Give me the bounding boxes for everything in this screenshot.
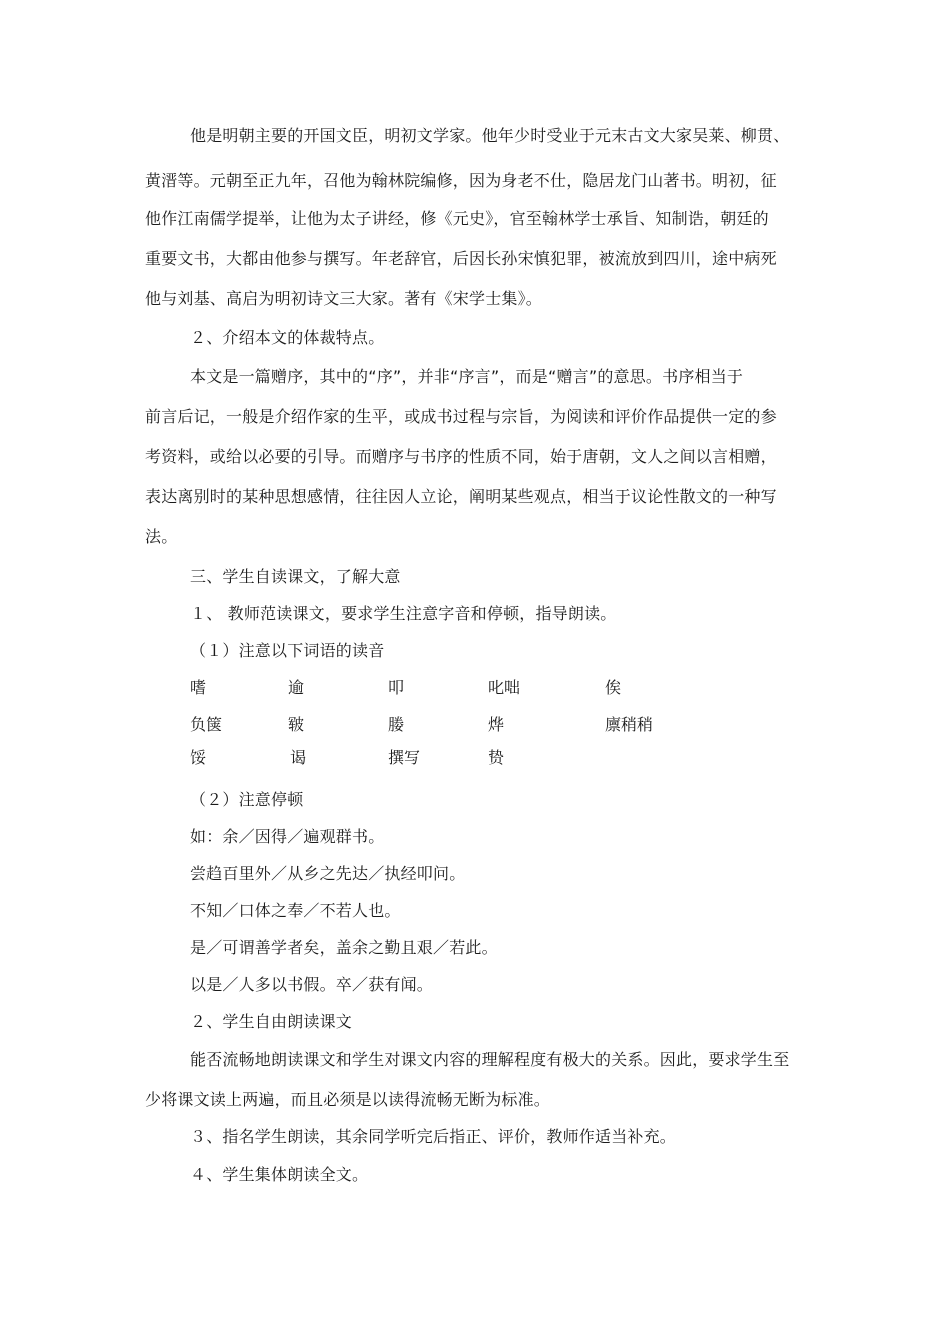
section2-line-4: 表达离别时的某种思想感情，往往因人立论，阐明某些观点，相当于议论性散文的一种写: [145, 487, 777, 506]
vocab-word: 逾: [288, 678, 305, 697]
intro-line-3: 他作江南儒学提举，让他为太子讲经，修《元史》，官至翰林学士承旨、知制诰，朝廷的: [145, 209, 769, 228]
part3-heading: 三、学生自读课文，了解大意: [190, 567, 401, 586]
section2-heading: ２、介绍本文的体裁特点。: [190, 328, 385, 347]
section2-line-1: 本文是一篇赠序，其中的“序”，并非“序言”，而是“赠言”的意思。书序相当于: [190, 367, 744, 386]
vocab-word: 馁: [190, 748, 207, 767]
vocab-word: 媵: [388, 715, 405, 734]
vocab-word: 叱咄: [488, 678, 521, 697]
vocab-word: 谒: [290, 748, 307, 767]
vocab-word: 贽: [488, 748, 505, 767]
intro-line-4: 重要文书，大都由他参与撰写。年老辞官，后因长孙宋慎犯罪，被流放到四川，途中病死: [145, 249, 777, 268]
part3-sub2: （２）注意停顿: [190, 790, 304, 809]
intro-line-2: 黄溍等。元朝至正九年，召他为翰林院编修，因为身老不仕，隐居龙门山著书。明初，征: [145, 171, 777, 190]
intro-line-5: 他与刘基、高启为明初诗文三大家。著有《宋学士集》。: [145, 289, 543, 308]
pause-example-1: 如：余／因得／遍观群书。: [190, 827, 385, 846]
vocab-word: 廪稍稍: [605, 715, 654, 734]
vocab-word: 皲: [288, 715, 305, 734]
part3-step3: ３、指名学生朗读，其余同学听完后指正、评价，教师作适当补充。: [190, 1127, 677, 1146]
pause-example-2: 尝趋百里外／从乡之先达／执经叩问。: [190, 864, 466, 883]
section2-line-3: 考资料，或给以必要的引导。而赠序与书序的性质不同，始于唐朝，文人之间以言相赠，: [145, 447, 777, 466]
vocab-word: 叩: [388, 678, 405, 697]
vocab-word: 负箧: [190, 715, 223, 734]
section2-line-2: 前言后记，一般是介绍作家的生平，或成书过程与宗旨，为阅读和评价作品提供一定的参: [145, 407, 777, 426]
vocab-word: 俟: [605, 678, 622, 697]
vocab-word: 烨: [488, 715, 505, 734]
section2-line-5: 法。: [145, 527, 178, 546]
part3-sub1: （１）注意以下词语的读音: [190, 641, 385, 660]
intro-line-1: 他是明朝主要的开国文臣，明初文学家。他年少时受业于元末古文大家吴莱、柳贯、: [190, 126, 790, 145]
pause-example-5: 以是／人多以书假。卒／获有闻。: [190, 975, 434, 994]
part3-step4: ４、学生集体朗读全文。: [190, 1165, 369, 1184]
vocab-word: 嗜: [190, 678, 207, 697]
part3-step1: １、 教师范读课文，要求学生注意字音和停顿，指导朗读。: [190, 604, 617, 623]
part3-step2: ２、学生自由朗读课文: [190, 1012, 353, 1031]
pause-example-3: 不知／口体之奉／不若人也。: [190, 901, 401, 920]
step2-line-1: 能否流畅地朗读课文和学生对课文内容的理解程度有极大的关系。因此，要求学生至: [190, 1050, 790, 1069]
vocab-word: 撰写: [388, 748, 421, 767]
pause-example-4: 是／可谓善学者矣，盖余之勤且艰／若此。: [190, 938, 498, 957]
step2-line-2: 少将课文读上两遍，而且必须是以读得流畅无断为标准。: [145, 1090, 551, 1109]
